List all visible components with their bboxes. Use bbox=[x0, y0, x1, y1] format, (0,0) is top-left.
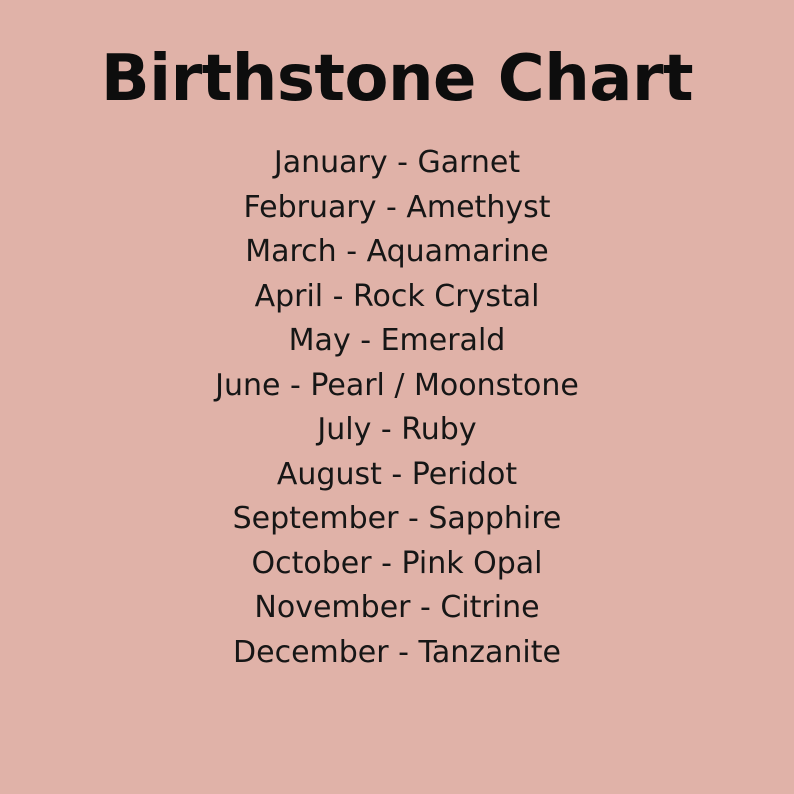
page-title: Birthstone Chart bbox=[100, 42, 694, 116]
list-item: August - Peridot bbox=[276, 456, 518, 492]
list-item: March - Aquamarine bbox=[245, 234, 549, 270]
birthstone-list bbox=[0, 141, 794, 675]
list-item: May - Emerald bbox=[288, 323, 506, 359]
list-item: November - Citrine bbox=[254, 590, 540, 626]
list-item: July - Ruby bbox=[317, 412, 477, 448]
list-item: December - Tanzanite bbox=[233, 634, 561, 670]
list-item: February - Amethyst bbox=[243, 189, 551, 225]
list-item: January - Garnet bbox=[273, 145, 521, 181]
list-item: October - Pink Opal bbox=[251, 545, 543, 581]
list-item: April - Rock Crystal bbox=[254, 278, 540, 314]
list-item: September - Sapphire bbox=[232, 501, 562, 537]
list-item: June - Pearl / Moonstone bbox=[215, 367, 579, 403]
